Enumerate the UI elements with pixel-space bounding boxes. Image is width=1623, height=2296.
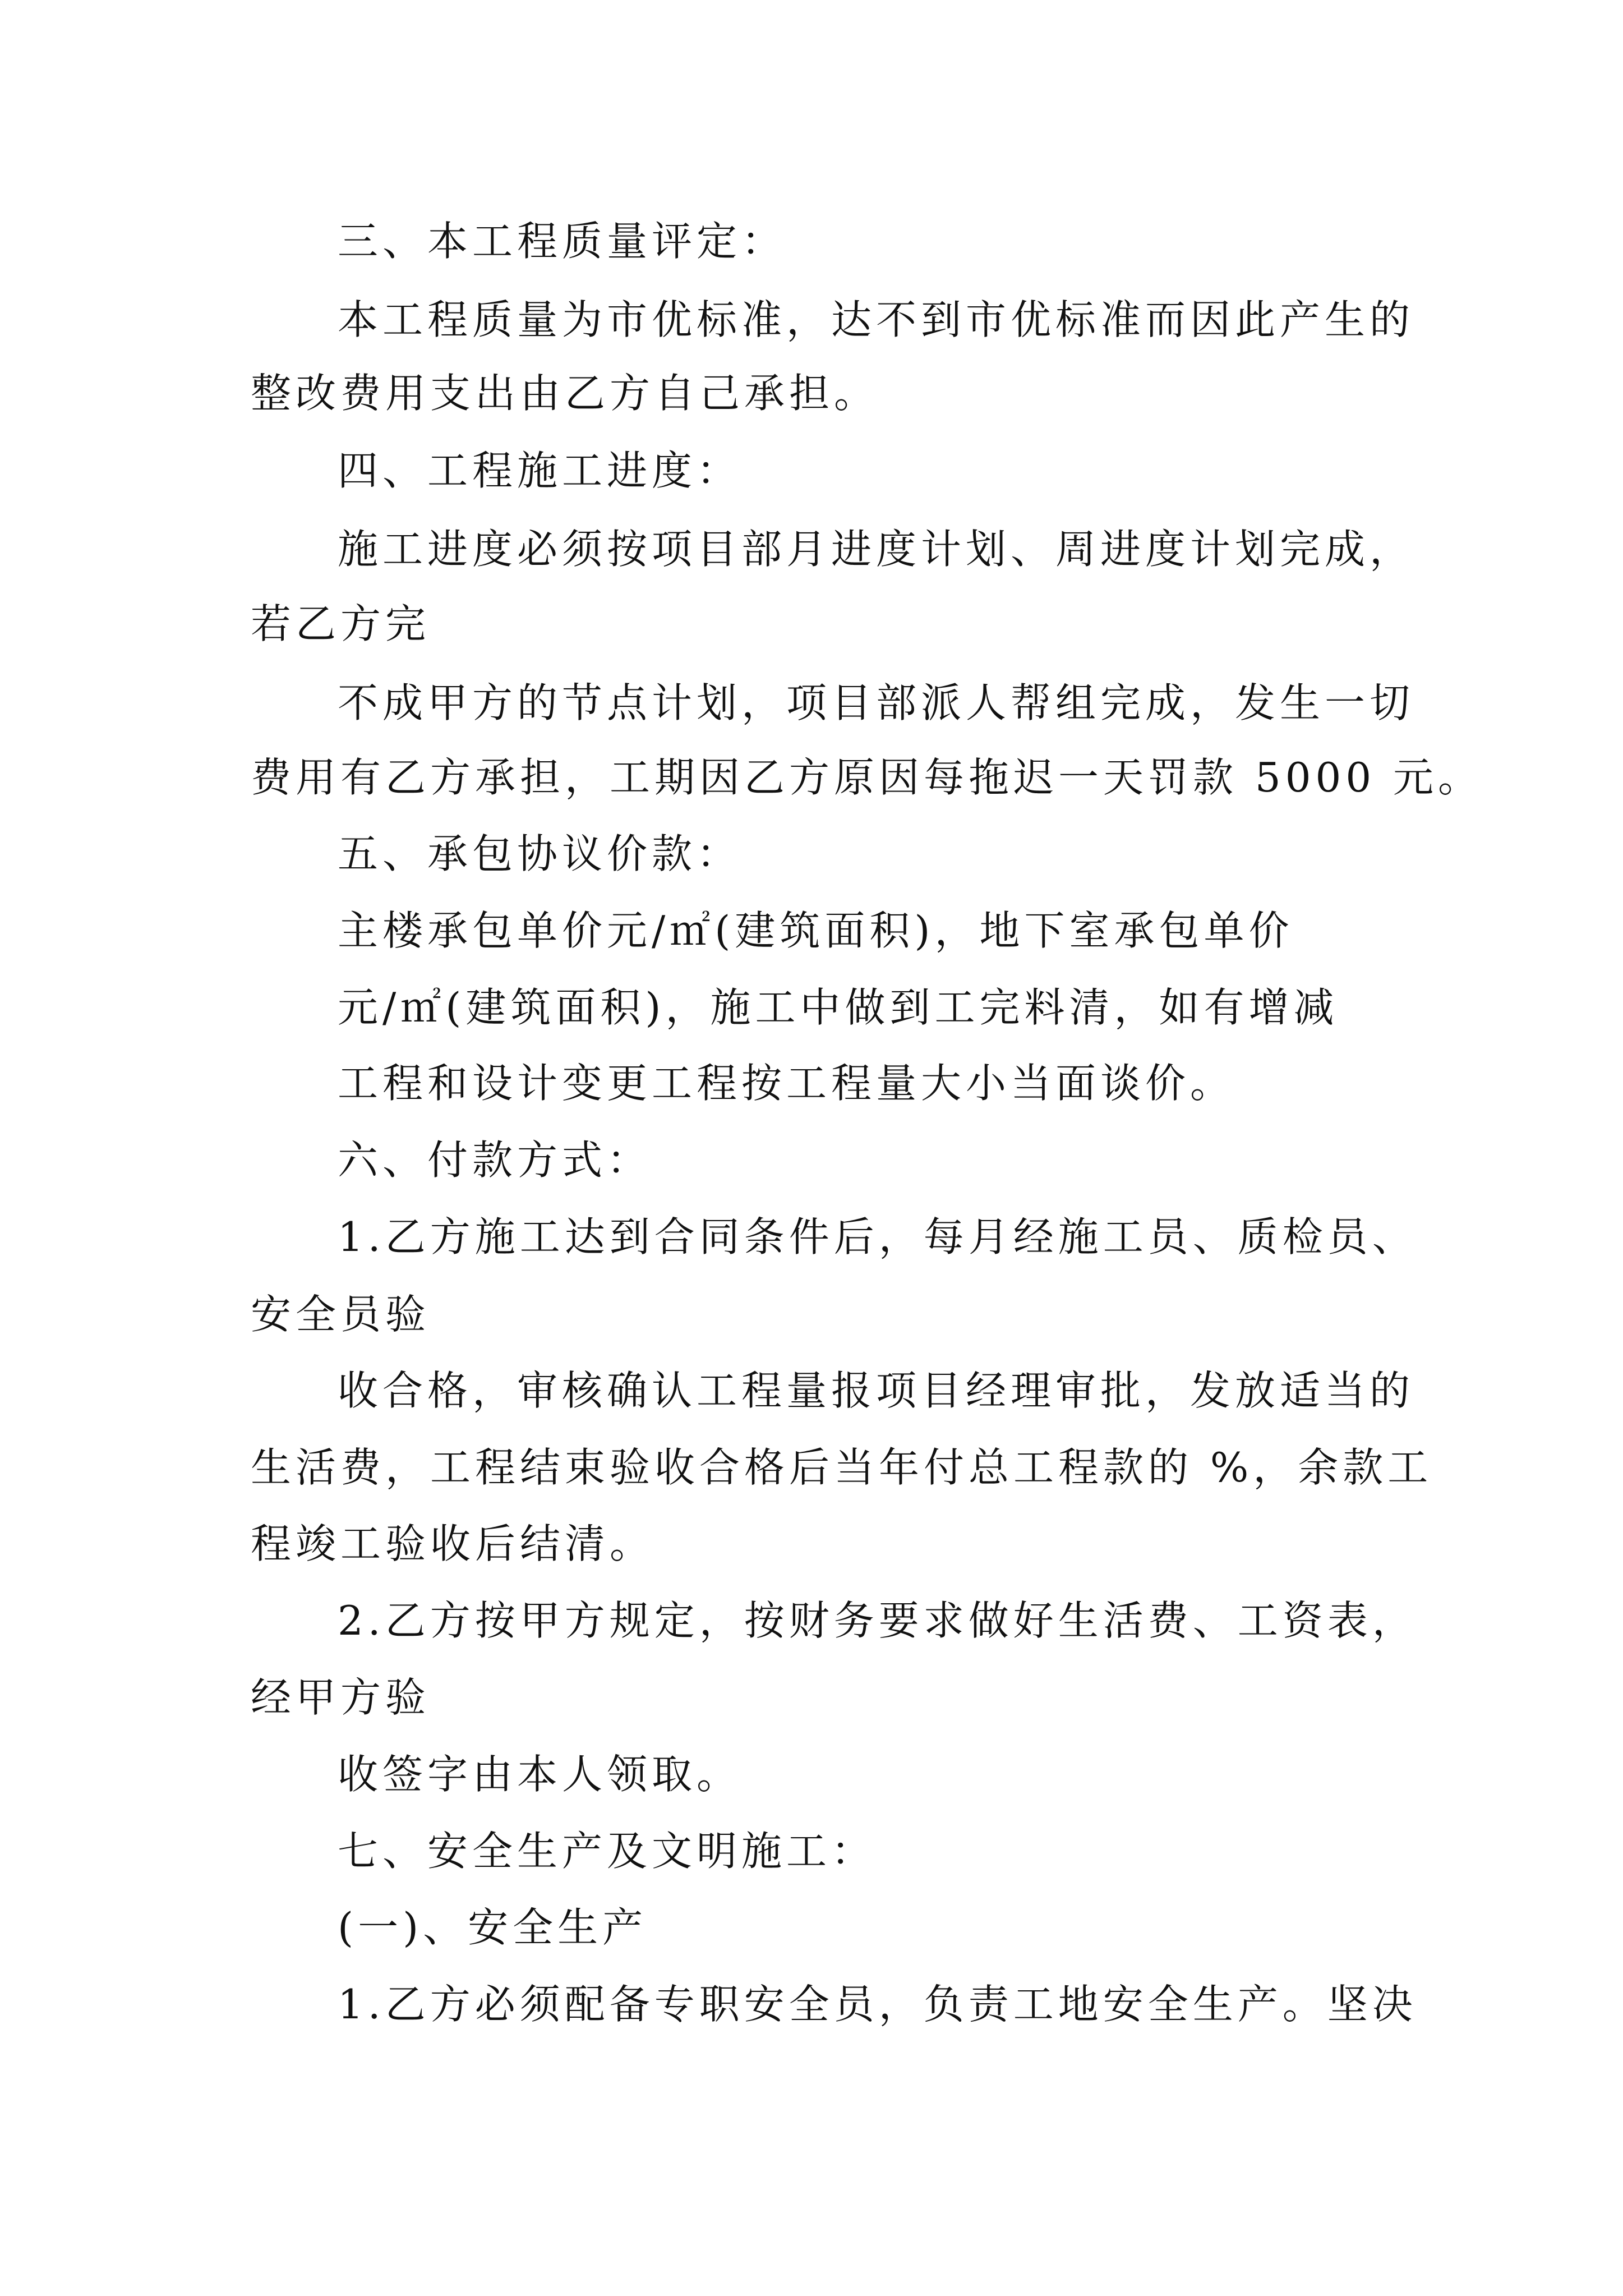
paragraph-line: 工程和设计变更工程按工程量大小当面谈价。 — [338, 1060, 1235, 1107]
paragraph-line: 整改费用支出由乙方自己承担。 — [251, 370, 879, 417]
paragraph-line: 经甲方验 — [251, 1674, 431, 1721]
paragraph-line: 2.乙方按甲方规定，按财务要求做好生活费、工资表， — [338, 1597, 1417, 1644]
section-heading-quality: 三、本工程质量评定： — [338, 218, 787, 265]
paragraph-line: 费用有乙方承担，工期因乙方原因每拖迟一天罚款 5000 元。 — [251, 754, 1483, 801]
paragraph-line: 本工程质量为市优标准，达不到市优标准而因此产生的 — [338, 296, 1415, 343]
paragraph-line: 收合格，审核确认工程量报项目经理审批，发放适当的 — [338, 1367, 1415, 1414]
paragraph-line: 不成甲方的节点计划，项目部派人帮组完成，发生一切 — [338, 679, 1415, 726]
section-heading-payment: 六、付款方式： — [338, 1137, 652, 1184]
paragraph-line: 若乙方完 — [251, 600, 431, 647]
paragraph-line: 收签字由本人领取。 — [338, 1751, 742, 1798]
paragraph-line: 1.乙方施工达到合同条件后，每月经施工员、质检员、 — [338, 1213, 1417, 1260]
section-heading-safety: 七、安全生产及文明施工： — [338, 1828, 877, 1875]
paragraph-line: 生活费，工程结束验收合格后当年付总工程款的 %，余款工 — [251, 1444, 1433, 1491]
paragraph-line: 元/㎡(建筑面积)，施工中做到工完料清，如有增减 — [338, 984, 1339, 1031]
paragraph-line: 1.乙方必须配备专职安全员，负责工地安全生产。坚决 — [338, 1981, 1417, 2028]
section-heading-price: 五、承包协议价款： — [338, 830, 742, 877]
paragraph-line: 主楼承包单价元/㎡(建筑面积)，地下室承包单价 — [338, 907, 1294, 954]
section-heading-progress: 四、工程施工进度： — [338, 447, 742, 494]
subsection-heading-safety: (一)、安全生产 — [338, 1904, 648, 1951]
paragraph-line: 程竣工验收后结清。 — [251, 1520, 655, 1567]
paragraph-line: 施工进度必须按项目部月进度计划、周进度计划完成， — [338, 526, 1415, 573]
paragraph-line: 安全员验 — [251, 1291, 431, 1338]
